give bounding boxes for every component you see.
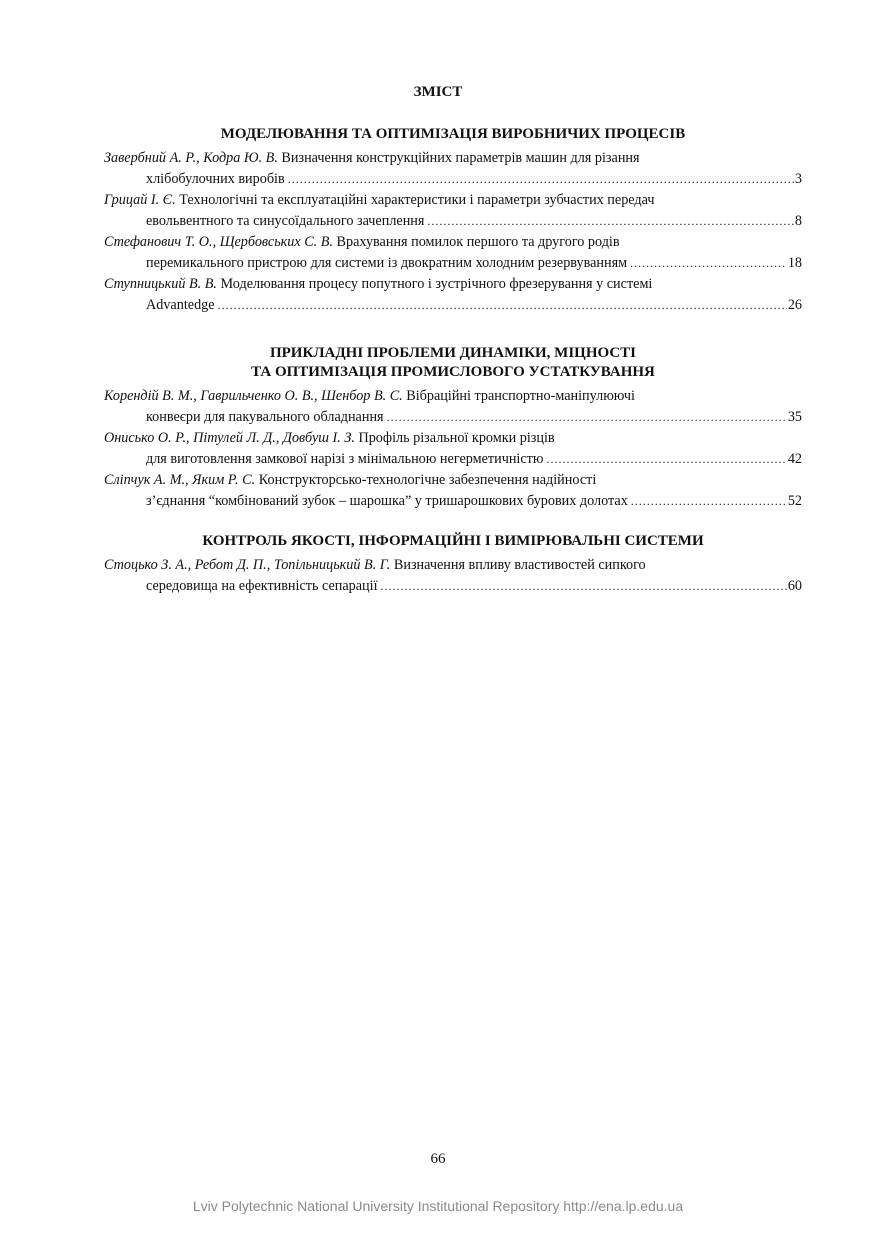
entry-title-part2: евольвентного та синусоїдального зачеплення	[146, 213, 425, 229]
entry-authors: Грицай І. Є.	[104, 192, 176, 208]
section-heading-line: ТА ОПТИМІЗАЦІЯ ПРОМИСЛОВОГО УСТАТКУВАННЯ	[251, 364, 655, 380]
toc-section	[104, 125, 802, 316]
entry-authors: Завербний А. Р., Кодра Ю. В.	[104, 150, 278, 166]
section-heading	[104, 532, 802, 551]
entry-first-line	[104, 386, 802, 407]
entry-authors: Сліпчук А. М., Яким Р. С.	[104, 472, 256, 488]
entry-authors: Стефанович Т. О., Щербовських С. В.	[104, 234, 333, 250]
entry-title-part1: Моделювання процесу попутного і зустрічного фрезерування у системі	[216, 276, 653, 292]
toc-section	[104, 344, 802, 512]
entry-title-part2: з’єднання “комбінований зубок – шарошка” у тришарошкових бурових долотах	[146, 493, 628, 509]
dot-leader	[387, 407, 787, 428]
entry-authors: Стоцько З. А., Ребот Д. П., Топільницький В. Г.	[104, 557, 391, 573]
entry-title-part1: Конструкторсько-технологічне забезпечення надійності	[255, 472, 597, 488]
toc-entry[interactable]	[104, 386, 802, 428]
dot-leader	[288, 169, 794, 190]
entry-first-line	[104, 232, 802, 253]
entry-title-part2: конвеєри для пакувального обладнання	[146, 409, 384, 425]
toc-entry[interactable]	[104, 555, 802, 597]
entry-authors: Ступницький В. В.	[104, 276, 217, 292]
toc-entry[interactable]	[104, 190, 802, 232]
entry-title-part1: Визначення конструкційних параметрів машин для різання	[277, 150, 640, 166]
entry-title-part1: Врахування помилок першого та другого родів	[333, 234, 620, 250]
entry-title-part1: Вібраційні транспортно-маніпулюючі	[402, 388, 635, 404]
section-heading-line: КОНТРОЛЬ ЯКОСТІ, ІНФОРМАЦІЙНІ І ВИМІРЮВАЛЬНІ СИСТЕМИ	[202, 533, 704, 549]
toc-entry[interactable]	[104, 428, 802, 470]
section-heading	[104, 344, 802, 382]
entry-second-line	[104, 295, 802, 316]
entry-title-part1: Профіль різальної кромки різців	[354, 430, 555, 446]
entry-page-number: 18	[787, 255, 802, 271]
dot-leader	[381, 576, 787, 597]
entry-title-part2: для виготовлення замкової нарізі з мінімальною негерметичністю	[146, 451, 544, 467]
toc-entry[interactable]	[104, 232, 802, 274]
entry-page-number: 60	[787, 578, 802, 594]
entry-second-line	[104, 407, 802, 428]
entry-page-number: 35	[787, 409, 802, 425]
entry-page-number: 26	[787, 297, 802, 313]
entry-authors: Онисько О. Р., Пітулей Л. Д., Довбуш І. З.	[104, 430, 355, 446]
section-heading	[104, 125, 802, 144]
dot-leader	[218, 295, 787, 316]
page-title: ЗМІСТ	[413, 84, 463, 100]
entry-second-line	[104, 253, 802, 274]
entry-title-part1: Технологічні та експлуатаційні характеристики і параметри зубчастих передач	[175, 192, 655, 208]
entry-title-part2: середовища на ефективність сепарації	[146, 578, 378, 594]
entry-second-line	[104, 576, 802, 597]
toc-section	[104, 532, 802, 597]
page-number: 66	[430, 1151, 446, 1167]
entry-authors: Корендій В. М., Гаврильченко О. В., Шенбор В. С.	[104, 388, 403, 404]
toc-entry[interactable]	[104, 470, 802, 512]
dot-leader	[546, 449, 786, 470]
entry-first-line	[104, 190, 802, 211]
entry-second-line	[104, 169, 802, 190]
section-heading-line: МОДЕЛЮВАННЯ ТА ОПТИМІЗАЦІЯ ВИРОБНИЧИХ ПРОЦЕСІВ	[220, 126, 686, 142]
entry-page-number: 42	[787, 451, 802, 467]
entry-first-line	[104, 428, 802, 449]
entry-second-line	[104, 449, 802, 470]
toc-entry[interactable]	[104, 274, 802, 316]
entry-first-line	[104, 555, 802, 576]
repository-footer: Lviv Polytechnic National University Institutional Repository http://ena.lp.edu.ua	[192, 1198, 684, 1214]
entry-first-line	[104, 470, 802, 491]
section-heading-line: ПРИКЛАДНІ ПРОБЛЕМИ ДИНАМІКИ, МІЦНОСТІ	[269, 345, 637, 361]
entry-title-part2: Advantedge	[146, 297, 215, 313]
entry-title-part1: Визначення впливу властивостей сипкого	[390, 557, 646, 573]
entry-page-number: 8	[794, 213, 802, 229]
entry-title-part2: перемикального пристрою для системи із двократним холодним резервуванням	[146, 255, 628, 271]
entry-first-line	[104, 274, 802, 295]
entry-first-line	[104, 148, 802, 169]
dot-leader	[630, 253, 787, 274]
entry-second-line	[104, 211, 802, 232]
toc-entry[interactable]	[104, 148, 802, 190]
dot-leader	[631, 491, 787, 512]
entry-second-line	[104, 491, 802, 512]
entry-page-number: 3	[794, 171, 802, 187]
entry-title-part2: хлібобулочних виробів	[146, 171, 285, 187]
entry-page-number: 52	[787, 493, 802, 509]
dot-leader	[427, 211, 793, 232]
